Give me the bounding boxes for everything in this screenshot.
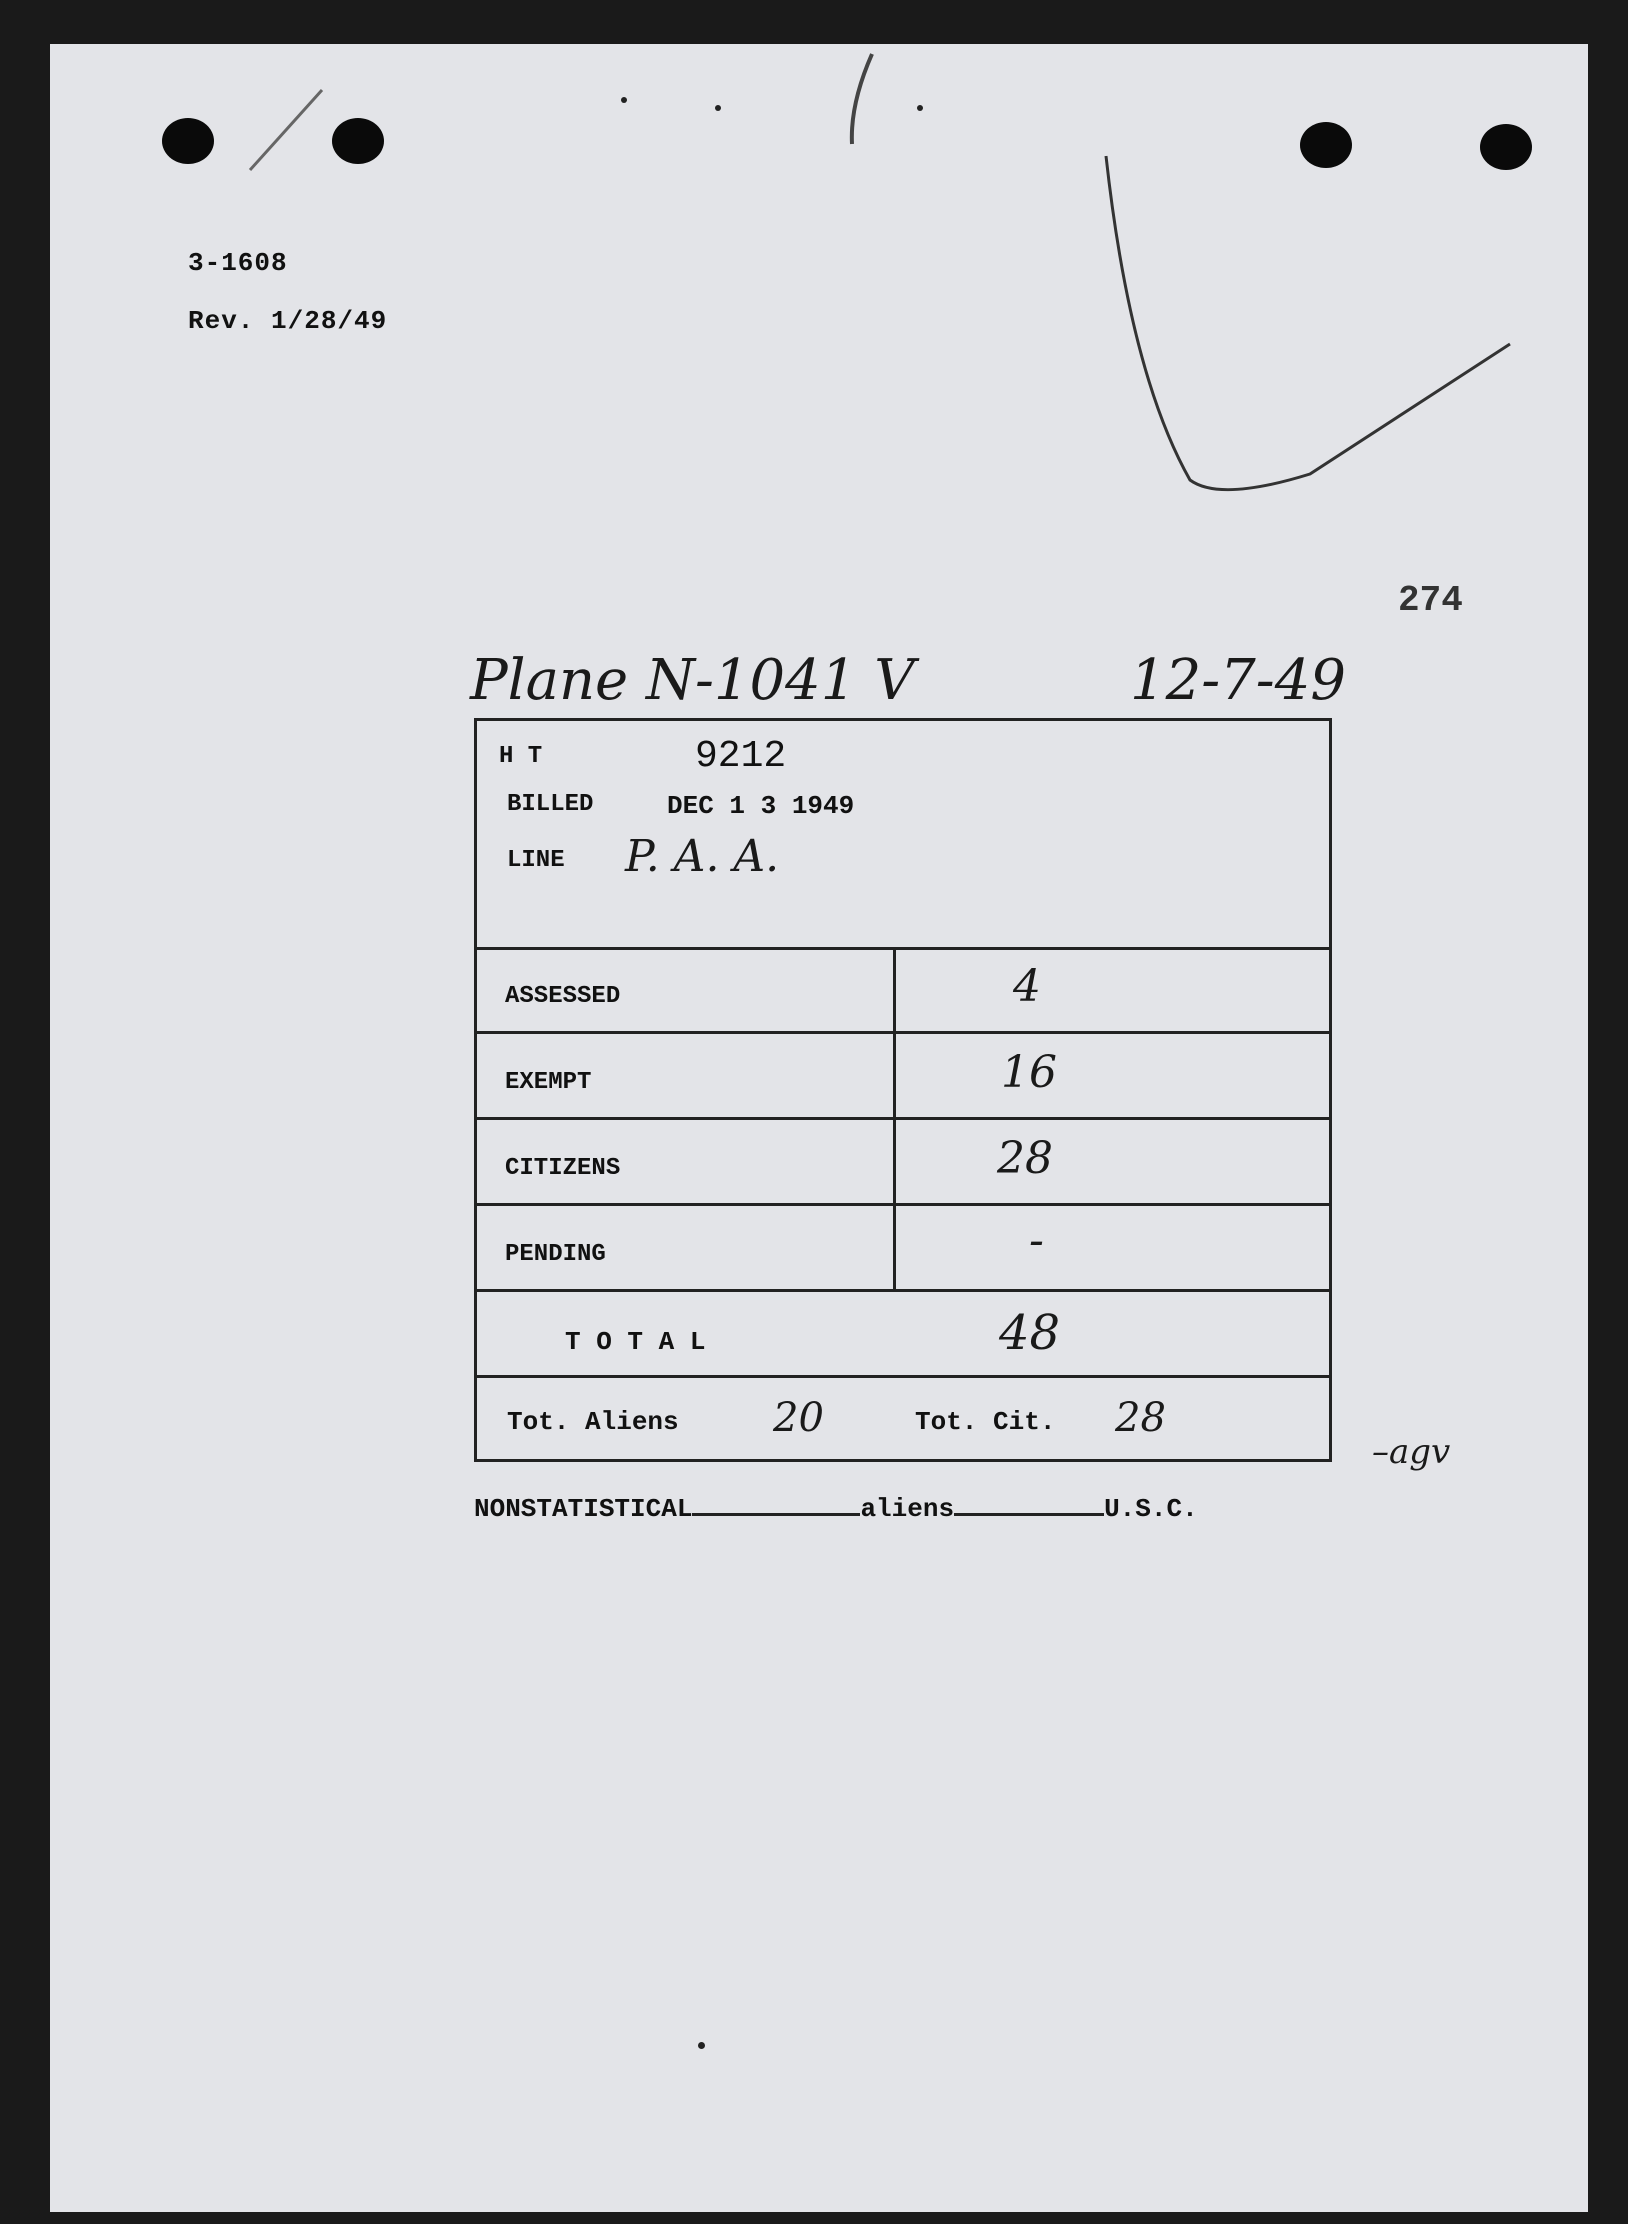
citizens-label: CITIZENS: [505, 1155, 621, 1182]
citizens-value: 28: [997, 1133, 1053, 1184]
handwritten-plane-number: Plane N-1041 V: [470, 648, 915, 713]
divider: [477, 1289, 1329, 1292]
tot-aliens-value: 20: [773, 1395, 824, 1441]
divider: [477, 1117, 1329, 1120]
handwritten-date: 12-7-49: [1130, 648, 1346, 713]
divider: [477, 947, 1329, 950]
nonstatistical-line: [474, 1494, 1198, 1524]
billed-date-stamp: DEC 1 3 1949: [667, 791, 855, 821]
pencil-marks: [50, 44, 1588, 644]
tot-cit-label: Tot. Cit.: [915, 1407, 1056, 1437]
divider: [477, 1203, 1329, 1206]
page-number: 274: [1398, 580, 1463, 621]
form-number: 3-1608: [188, 248, 288, 278]
nonstatistical-label: NONSTATISTICAL: [474, 1494, 693, 1524]
nonstatistical-blank: [692, 1513, 860, 1516]
total-value: 48: [999, 1305, 1061, 1361]
assessed-label: ASSESSED: [505, 983, 621, 1010]
tot-aliens-label: Tot. Aliens: [507, 1407, 679, 1437]
tally-form: [474, 718, 1332, 1462]
pending-value: -: [1029, 1215, 1044, 1266]
ht-value: 9212: [695, 735, 787, 778]
usc-blank: [954, 1513, 1104, 1516]
revision-date: Rev. 1/28/49: [188, 306, 388, 336]
line-label: LINE: [507, 847, 565, 874]
divider: [477, 1375, 1329, 1378]
usc-label: U.S.C.: [1104, 1494, 1198, 1524]
exempt-label: EXEMPT: [505, 1069, 592, 1096]
divider: [477, 1031, 1329, 1034]
pending-label: PENDING: [505, 1241, 606, 1268]
aliens-label: aliens: [860, 1494, 955, 1524]
ht-label: H T: [499, 743, 543, 770]
reviewer-initials: –agv: [1372, 1432, 1451, 1472]
tot-cit-value: 28: [1115, 1395, 1166, 1441]
billed-label: BILLED: [507, 791, 594, 818]
column-divider: [893, 947, 896, 1289]
assessed-value: 4: [1013, 961, 1041, 1012]
line-value: P. A. A.: [625, 831, 780, 882]
stray-dot: [698, 2042, 705, 2049]
exempt-value: 16: [1001, 1047, 1057, 1098]
total-label: T O T A L: [565, 1327, 706, 1357]
